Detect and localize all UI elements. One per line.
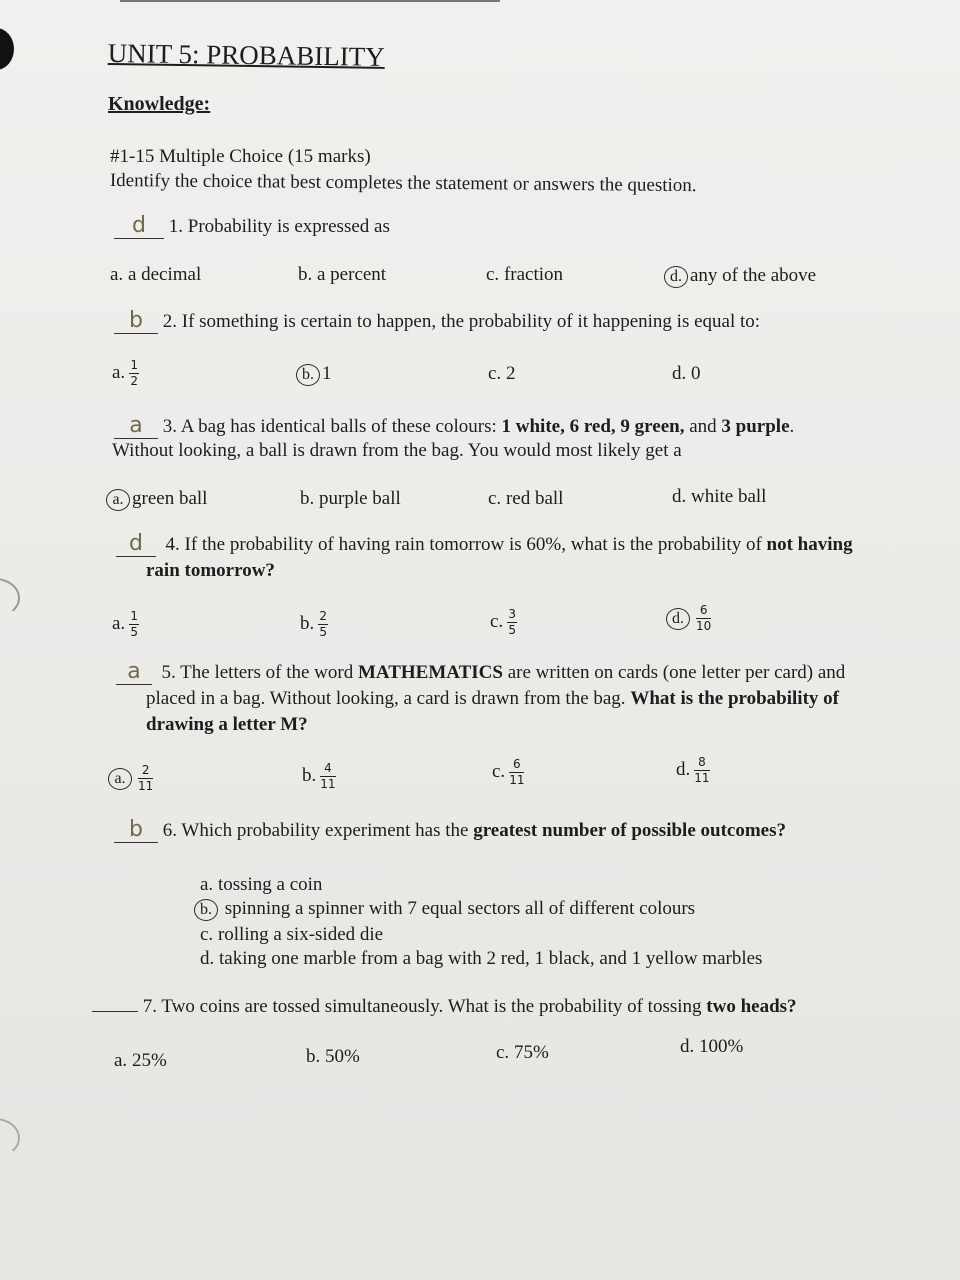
answer-blank[interactable]: [114, 413, 158, 439]
option-text: red ball: [505, 488, 564, 509]
question-text-bold: 1 white, 6 red, 9 green,: [501, 416, 685, 437]
option-a[interactable]: [108, 764, 153, 793]
fraction: $\frac{3}{5}$: [508, 607, 516, 637]
fraction: $\frac{4}{11}$: [320, 761, 336, 791]
handwritten-answer: a: [127, 659, 141, 684]
option-c[interactable]: [490, 608, 517, 637]
instructions-line-2: Identify the choice that best completes the statement or answers the question.: [109, 170, 697, 197]
question-text: Probability is expressed as: [187, 216, 390, 237]
question-text-bold: MATHEMATICS: [357, 662, 503, 683]
option-a[interactable]: [106, 488, 207, 511]
option-text: any of the above: [690, 265, 817, 286]
paper-edge: [0, 1118, 20, 1158]
option-label: a.: [112, 612, 126, 634]
option-d[interactable]: [666, 604, 711, 633]
option-text: spinning a spinner with 7 equal sectors all of different colours: [224, 898, 696, 919]
option-label: d.: [680, 1036, 695, 1057]
fraction: $\frac{6}{11}$: [509, 757, 525, 787]
option-label: c.: [200, 924, 214, 945]
option-label: c.: [496, 1042, 510, 1063]
option-label: b.: [302, 764, 317, 786]
fraction: $\frac{2}{11}$: [138, 763, 154, 793]
option-d[interactable]: [680, 1036, 743, 1058]
answer-blank[interactable]: [116, 531, 156, 557]
question-text: are written on cards (one letter per card) and: [502, 662, 846, 683]
option-label: b.: [298, 264, 313, 285]
option-b[interactable]: [300, 488, 401, 510]
option-label: b.: [300, 612, 315, 634]
option-c[interactable]: [492, 758, 524, 787]
fraction: $\frac{6}{10}$: [696, 603, 712, 633]
page-title: UNIT 5: PROBABILITY: [107, 38, 385, 72]
option-text: rolling a six-sided die: [217, 924, 384, 945]
option-b[interactable]: [298, 264, 386, 286]
question-4: [116, 531, 853, 557]
option-text: taking one marble from a bag with 2 red, 1 black, and 1 yellow marbles: [219, 948, 763, 969]
option-text: green ball: [132, 488, 208, 509]
option-label: c.: [488, 488, 502, 509]
option-c[interactable]: [486, 264, 563, 286]
question-number: 5.: [161, 662, 176, 683]
option-a[interactable]: [110, 264, 201, 286]
question-7: [92, 996, 797, 1018]
question-5-line-3: drawing a letter M?: [146, 714, 308, 735]
question-text: and: [684, 416, 722, 437]
handwritten-answer: b: [129, 308, 143, 333]
answer-blank[interactable]: [92, 1011, 138, 1012]
question-number: 3.: [162, 416, 177, 437]
option-label: a.: [114, 1050, 128, 1071]
question-text: A bag has identical balls of these colours:: [180, 416, 502, 437]
question-text: .: [789, 416, 795, 437]
option-label: c.: [492, 760, 506, 782]
option-text: white ball: [691, 486, 767, 507]
option-c[interactable]: [496, 1042, 549, 1064]
question-3: [114, 413, 795, 439]
option-label: d.: [672, 363, 687, 384]
option-d[interactable]: [672, 363, 701, 385]
option-text: fraction: [503, 264, 564, 285]
question-text-bold: not having: [766, 534, 853, 555]
option-label: a.: [110, 264, 124, 285]
question-text: If something is certain to happen, the probability of it happening is equal to:: [181, 311, 761, 332]
option-label: c.: [490, 610, 504, 632]
option-label: b.: [306, 1046, 321, 1067]
option-label: a.: [200, 874, 214, 895]
paper-edge: [0, 578, 20, 618]
circled-choice: b .: [296, 364, 320, 386]
option-b[interactable]: [306, 1046, 360, 1068]
option-a[interactable]: [114, 1050, 167, 1072]
handwritten-answer: b: [129, 817, 143, 842]
option-d[interactable]: [672, 486, 766, 508]
question-2: [114, 308, 761, 334]
circled-choice: d .: [666, 608, 690, 630]
option-c[interactable]: [488, 363, 515, 385]
instructions-line-1: #1-15 Multiple Choice (15 marks): [110, 146, 371, 167]
option-c[interactable]: [200, 922, 383, 947]
option-d[interactable]: [664, 265, 816, 288]
circled-choice: d .: [664, 266, 688, 288]
option-b[interactable]: [296, 363, 332, 386]
option-text: 1: [322, 363, 332, 384]
question-1: [114, 213, 390, 239]
question-number: 4.: [165, 534, 180, 555]
answer-blank[interactable]: [114, 213, 164, 239]
question-3-line-2: Without looking, a ball is drawn from the bag. You would most likely get a: [112, 440, 682, 461]
question-number: 1.: [168, 216, 183, 237]
option-text: 2: [505, 363, 516, 384]
option-d[interactable]: [200, 946, 762, 971]
option-text: 75%: [513, 1042, 549, 1063]
option-label: b.: [300, 488, 315, 509]
option-b[interactable]: [300, 610, 328, 639]
option-label: d.: [676, 758, 691, 780]
question-5-line-2: placed in a bag. Without looking, a card is drawn from the bag. What is the probability of: [146, 688, 839, 709]
answer-blank[interactable]: [114, 817, 158, 843]
option-d[interactable]: [676, 756, 710, 785]
fraction: $\frac{2}{5}$: [319, 609, 328, 639]
option-b[interactable]: [302, 762, 336, 791]
question-number: 2.: [162, 311, 177, 332]
question-4-line-2: rain tomorrow?: [146, 560, 275, 581]
question-text: Two coins are tossed simultaneously. What is the probability of tossing: [161, 996, 707, 1017]
option-a[interactable]: [200, 872, 322, 897]
answer-blank[interactable]: [116, 659, 152, 685]
option-text: a percent: [317, 264, 387, 285]
option-label: d.: [672, 486, 687, 507]
answer-blank[interactable]: [114, 308, 158, 334]
option-text: purple ball: [319, 488, 401, 509]
handwritten-answer: d: [132, 213, 146, 238]
option-text: 0: [691, 363, 701, 384]
circled-choice: b .: [194, 899, 218, 921]
fraction: $\frac{1}{2}$: [130, 358, 138, 388]
option-a[interactable]: [112, 359, 139, 388]
question-text-bold: 3 purple: [721, 416, 790, 437]
option-text: tossing a coin: [217, 874, 323, 895]
option-text: 100%: [699, 1036, 744, 1057]
question-number: 7.: [142, 996, 157, 1017]
question-text: If the probability of having rain tomorrow is 60%, what is the probability of: [184, 534, 767, 555]
option-text: 25%: [131, 1050, 167, 1071]
handwritten-answer: d: [129, 531, 143, 556]
option-label: c.: [488, 363, 502, 384]
question-text-bold: greatest number of possible outcomes?: [473, 820, 786, 841]
option-c[interactable]: [488, 488, 563, 510]
option-label: c.: [486, 264, 500, 285]
question-6: [114, 817, 786, 843]
question-text-bold: two heads?: [706, 996, 797, 1017]
option-label: d.: [200, 948, 215, 969]
option-text: a decimal: [127, 264, 202, 285]
top-rule: [120, 0, 500, 2]
fraction: $\frac{8}{11}$: [694, 755, 710, 785]
option-label: a.: [112, 361, 126, 383]
option-text: 50%: [325, 1046, 360, 1067]
question-text: Which probability experiment has the: [181, 820, 474, 841]
circled-choice: a .: [106, 489, 130, 511]
section-heading: Knowledge:: [108, 93, 211, 115]
option-b[interactable]: [194, 896, 695, 921]
handwritten-answer: a: [129, 413, 143, 438]
circled-choice: a .: [108, 768, 132, 790]
fraction: $\frac{1}{5}$: [130, 609, 138, 639]
binder-hole: [0, 28, 14, 70]
option-a[interactable]: [112, 610, 139, 639]
question-number: 6.: [162, 820, 177, 841]
question-5: [116, 659, 846, 685]
question-text: The letters of the word: [180, 662, 358, 683]
